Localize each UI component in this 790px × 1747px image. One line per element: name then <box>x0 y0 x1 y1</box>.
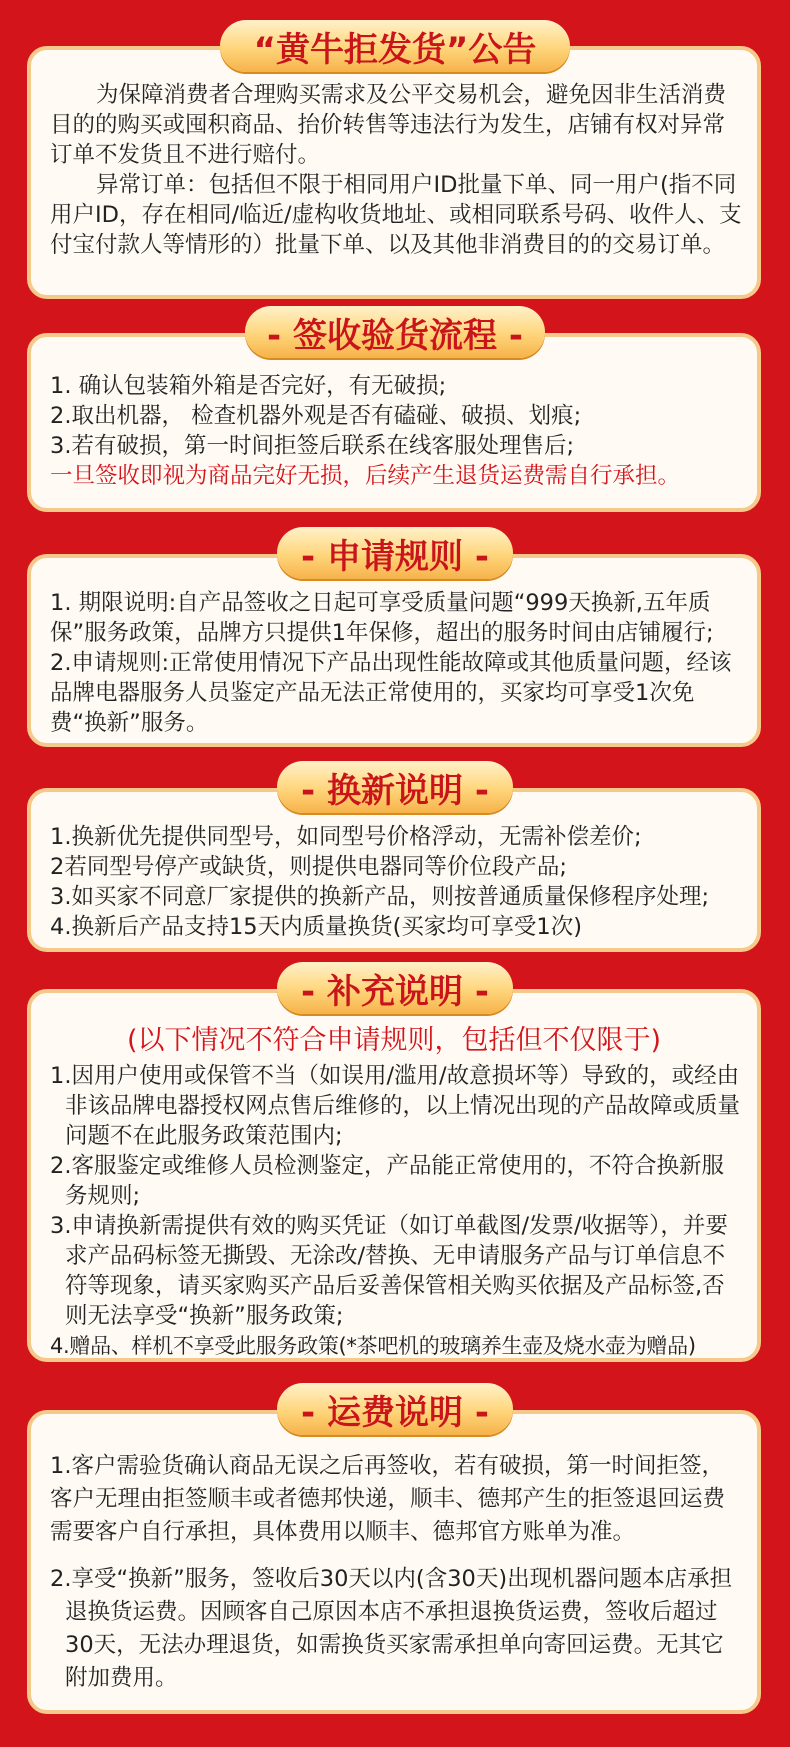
replace-title: - 换新说明 - <box>277 761 513 813</box>
inspection-warning: 一旦签收即视为商品完好无损，后续产生退货运费需自行承担。 <box>50 463 681 489</box>
inspection-list <box>50 371 743 491</box>
shipping-title: - 运费说明 - <box>277 1383 513 1435</box>
inspection-item: 3.若有破损，第一时间拒签后联系在线客服处理售后; <box>50 433 575 459</box>
notice-title: “黄牛拒发货”公告 <box>220 20 570 72</box>
rules-card <box>27 554 761 747</box>
rules-item: 1. 期限说明:自产品签收之日起可享受质量问题“999天换新,五年质保”服务政策，品牌方只提供1年保修，超出的服务时间由店铺履行; <box>50 590 714 646</box>
notice-paragraph-2: 异常订单：包括但不限于相同用户ID批量下单、同一用户(指不同用户ID，存在相同/临近/虚构收货地址、或相同联系号码、收件人、支付宝付款人等情形的）批量下单、以及其他非消费目的的交易订单。 <box>50 172 742 258</box>
rules-list <box>50 588 743 738</box>
notice-body <box>50 80 743 260</box>
supplement-item: 2.客服鉴定或维修人员检测鉴定，产品能正常使用的，不符合换新服务规则; <box>50 1153 724 1209</box>
supplement-item: 1.因用户使用或保管不当（如误用/滥用/故意损坏等）导致的，或经由非该品牌电器授权网点售后维修的，以上情况出现的产品故障或质量问题不在此服务政策范围内; <box>50 1063 741 1149</box>
supplement-subtitle: (以下情况不符合申请规则，包括但不仅限于) <box>126 1025 662 1056</box>
shipping-list <box>50 1450 743 1695</box>
shipping-item: 2.享受“换新”服务，签收后30天以内(含30天)出现机器问题本店承担退换货运费。因顾客自己原因本店不承担退换货运费，签收后超过30天，无法办理退货，如需换货买家需承担单向寄回运费。无其它附加费用。 <box>50 1566 733 1691</box>
replace-list <box>50 822 743 942</box>
replace-item: 1.换新优先提供同型号，如同型号价格浮动，无需补偿差价; <box>50 824 642 850</box>
supplement-list <box>50 1061 743 1361</box>
supplement-item: 4.赠品、样机不享受此服务政策(*茶吧机的玻璃养生壶及烧水壶为赠品) <box>50 1334 696 1358</box>
inspection-item: 1. 确认包装箱外箱是否完好，有无破损; <box>50 373 447 399</box>
replace-item: 4.换新后产品支持15天内质量换货(买家均可享受1次) <box>50 914 582 940</box>
replace-item: 3.如买家不同意厂家提供的换新产品，则按普通质量保修程序处理; <box>50 884 710 910</box>
inspection-item: 2.取出机器， 检查机器外观是否有磕碰、破损、划痕; <box>50 403 582 429</box>
shipping-card <box>27 1410 761 1714</box>
inspection-card <box>27 333 761 512</box>
rules-title: - 申请规则 - <box>277 527 513 579</box>
notice-card <box>27 46 761 299</box>
rules-item: 2.申请规则:正常使用情况下产品出现性能故障或其他质量问题，经该品牌电器服务人员鉴定产品无法正常使用的，买家均可享受1次免费“换新”服务。 <box>50 650 732 736</box>
supplement-card <box>27 989 761 1362</box>
replace-item: 2若同型号停产或缺货，则提供电器同等价位段产品; <box>50 854 567 880</box>
inspection-title: - 签收验货流程 - <box>245 306 545 358</box>
supplement-title: - 补充说明 - <box>277 962 513 1014</box>
supplement-item: 3.申请换新需提供有效的购买凭证（如订单截图/发票/收据等），并要求产品码标签无撕毁、无涂改/替换、无申请服务产品与订单信息不符等现象，请买家购买产品后妥善保管相关购买依据及产品标签,否则无法享受“换新”服务政策; <box>50 1213 728 1329</box>
notice-paragraph-1: 为保障消费者合理购买需求及公平交易机会，避免因非生活消费目的的购买或囤积商品、抬价转售等违法行为发生，店铺有权对异常订单不发货且不进行赔付。 <box>50 82 727 168</box>
shipping-item: 1.客户需验货确认商品无误之后再签收，若有破损，第一时间拒签，客户无理由拒签顺丰或者德邦快递，顺丰、德邦产生的拒签退回运费需要客户自行承担，具体费用以顺丰、德邦官方账单为准。 <box>50 1453 726 1545</box>
